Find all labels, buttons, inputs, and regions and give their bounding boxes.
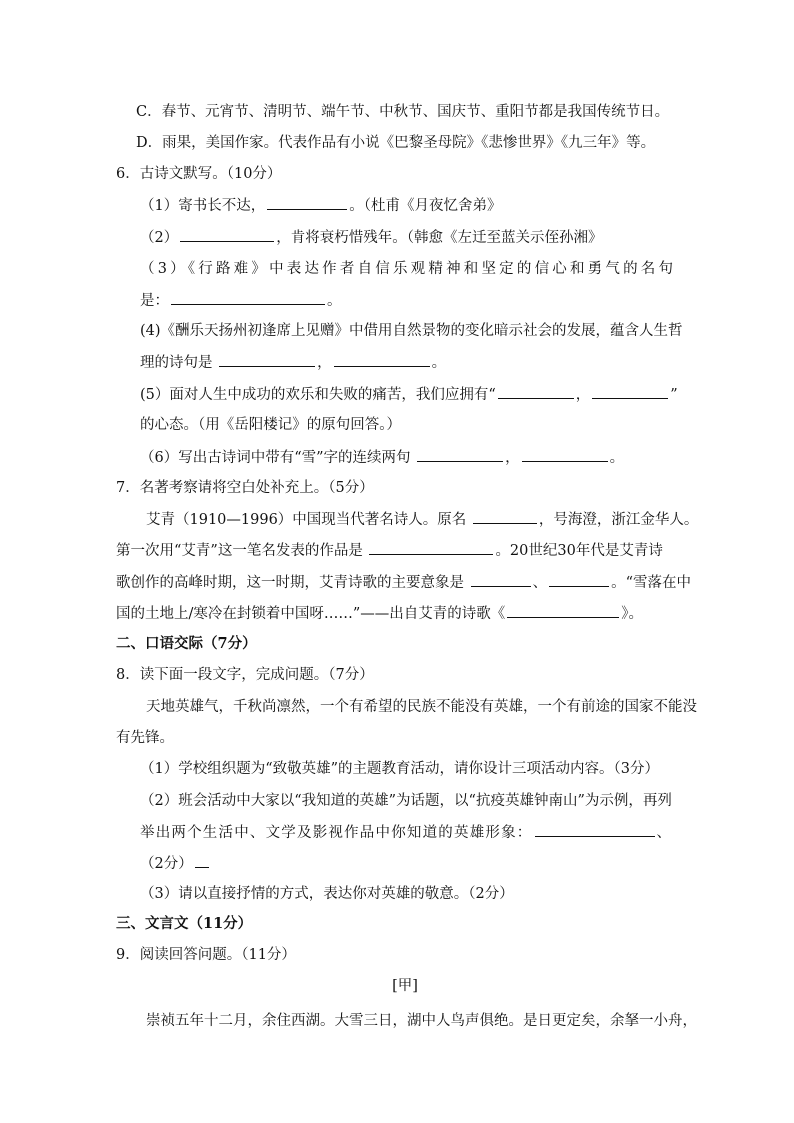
q6-5-text: (5）面对人生中成功的欢乐和失败的痛苦，我们应拥有“: [140, 387, 496, 403]
q7-text-2: ，号海澄，浙江金华人。: [538, 512, 699, 528]
q8-2-sep: 、: [656, 825, 673, 841]
option-c: C．春节、元宵节、清明节、端午节、中秋节、国庆节、重阳节都是我国传统节日。: [136, 104, 670, 120]
q6-6-end: 。: [609, 450, 625, 466]
q8-2-score: （2分）: [140, 856, 193, 872]
q6-1-source: 。（杜甫《月夜忆舍弟》: [349, 198, 502, 214]
q6-5-comma: ，: [575, 387, 591, 403]
q7-blank-poem[interactable]: [507, 603, 619, 618]
q6-3-end: 。: [327, 293, 342, 309]
q7-text-9: 》。: [621, 606, 644, 622]
q6-4-comma: ，: [317, 355, 332, 371]
q7-text-6: 、: [532, 575, 548, 591]
q6-item-6: [140, 447, 624, 468]
q6-2-text: ，肯将衰朽惜残年。（韩愈《左迁至蓝关示侄孙湘》: [276, 230, 603, 246]
question-8-title: 8．读下面一段文字，完成问题。（7分）: [116, 667, 374, 683]
passage-jia-line-1: 崇祯五年十二月，余住西湖。大雪三日，湖中人鸟声俱绝。是日更定矣，余拏一小舟，: [146, 1013, 697, 1029]
q6-2-blank[interactable]: [180, 227, 274, 242]
q6-4-blank-1[interactable]: [219, 352, 315, 367]
q6-5-blank-2[interactable]: [592, 384, 668, 399]
q6-item-2: [140, 227, 602, 248]
q8-2-blank[interactable]: [535, 822, 655, 837]
passage-jia-label: [甲]: [392, 978, 418, 994]
q6-6-text: （6）写出古诗词中带有“雪”字的连续两句: [140, 450, 411, 466]
q7-text-5: 歌创作的高峰时期，这一时期，艾青诗歌的主要意象是: [116, 575, 464, 591]
q7-text-7: 。“雪落在中: [611, 575, 692, 591]
q7-blank-first-work[interactable]: [369, 540, 493, 555]
q7-para-line-3: [116, 572, 691, 593]
q6-6-comma: ，: [505, 450, 520, 466]
q8-item-1: （1）学校组织题为“致敬英雄”的主题教育活动，请你设计三项活动内容。（3分）: [140, 761, 660, 777]
q6-5-quote: ”: [670, 387, 678, 403]
q6-4-blank-2[interactable]: [334, 352, 430, 367]
question-6-title: 6．古诗文默写。（10分）: [116, 166, 282, 182]
q6-4-prefix: 理的诗句是: [140, 355, 213, 371]
q8-item-3: （3）请以直接抒情的方式，表达你对英雄的敬意。（2分）: [140, 886, 514, 902]
q8-item-2: （2）班会活动中大家以“我知道的英雄”为话题，以“抗疫英雄钟南山”为示例，再列: [140, 793, 672, 809]
section-3-heading: 三、文言文（11分）: [116, 915, 253, 932]
q8-passage-line-1: 天地英雄气，千秋尚凛然，一个有希望的民族不能没有英雄，一个有前途的国家不能没: [146, 699, 697, 715]
q6-6-blank-2[interactable]: [522, 447, 608, 462]
q8-item-2-cont: [140, 822, 672, 843]
q6-item-1: [140, 195, 501, 216]
q6-item-5-cont: 的心态。（用《岳阳楼记》的原句回答。）: [140, 417, 401, 433]
q7-text-3: 第一次用“艾青”这一笔名发表的作品是: [116, 543, 363, 559]
q6-4-end: 。: [431, 355, 447, 371]
q6-item-4-cont: [140, 352, 446, 373]
q6-1-blank[interactable]: [267, 195, 347, 210]
question-7-title: 7．名著考察请将空白处补充上。（5分）: [116, 480, 374, 496]
q8-2-answer-blank[interactable]: [195, 853, 209, 868]
q7-text-4: 。20世纪30年代是艾青诗: [495, 543, 663, 559]
q7-blank-image-2[interactable]: [549, 572, 609, 587]
q7-text-1: 艾青（1910—1996）中国现当代著名诗人。原名: [146, 512, 467, 528]
q7-para-line-4: [116, 603, 643, 624]
q7-blank-image-1[interactable]: [471, 572, 531, 587]
q6-5-blank-1[interactable]: [498, 384, 574, 399]
q8-item-2-score: [140, 853, 211, 874]
q8-2-text: 举出两个生活中、文学及影视作品中你知道的英雄形象：: [140, 825, 533, 841]
q7-para-line-1: [146, 509, 698, 530]
option-d: D．雨果，美国作家。代表作品有小说《巴黎圣母院》《悲惨世界》《九三年》等。: [136, 135, 656, 151]
section-2-heading: 二、口语交际（7分）: [116, 635, 257, 652]
q6-6-blank-1[interactable]: [417, 447, 503, 462]
q7-blank-original-name[interactable]: [473, 509, 537, 524]
q6-1-text: （1）寄书长不达，: [140, 198, 266, 214]
question-9-title: 9．阅读回答问题。（11分）: [116, 947, 296, 963]
q6-item-3-cont: [140, 290, 342, 311]
q7-text-8: 国的土地上/寒冷在封锁着中国呀……”——出自艾青的诗歌《: [116, 606, 506, 622]
q6-3-blank[interactable]: [171, 290, 325, 305]
q6-item-3: （3）《行路难》中表达作者自信乐观精神和坚定的信心和勇气的名句: [140, 261, 677, 277]
q7-para-line-2: [116, 540, 663, 561]
q6-2-number: （2）: [140, 230, 179, 246]
q8-passage-line-2: 有先锋。: [116, 730, 174, 746]
q6-item-4: (4)《酬乐天扬州初逢席上见赠》中借用自然景物的变化暗示社会的发展，蕴含人生哲: [140, 323, 683, 339]
q6-item-5: [140, 384, 678, 405]
q6-3-prefix: 是：: [140, 293, 169, 309]
